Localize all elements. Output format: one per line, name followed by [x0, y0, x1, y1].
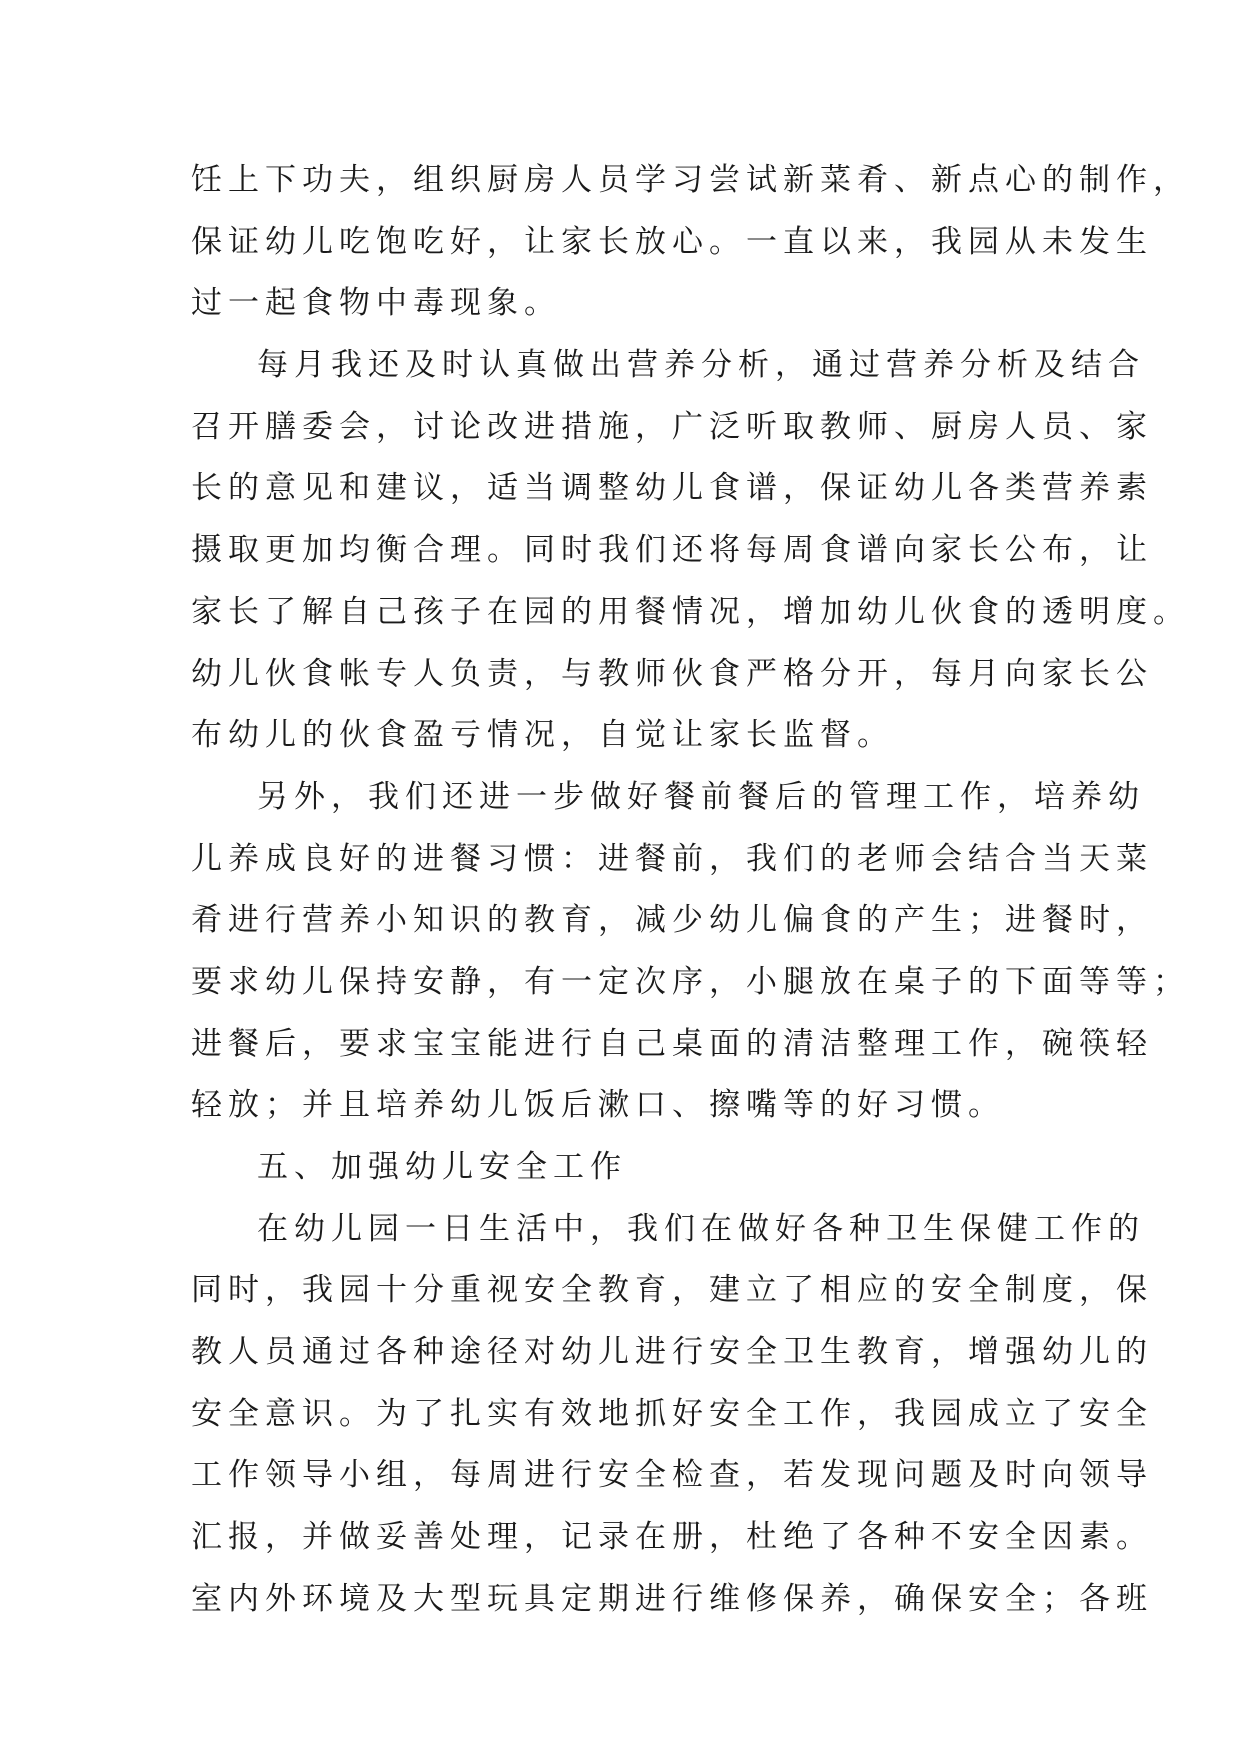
text-line: 教人员通过各种途径对幼儿进行安全卫生教育，增强幼儿的 — [191, 1334, 1153, 1371]
text-line: 家长了解自己孩子在园的用餐情况，增加幼儿伙食的透明度。 — [191, 593, 1190, 630]
text-line: 进餐后，要求宝宝能进行自己桌面的清洁整理工作，碗筷轻 — [191, 1025, 1153, 1062]
text-line: 同时，我园十分重视安全教育，建立了相应的安全制度，保 — [191, 1272, 1153, 1309]
text-line: 安全意识。为了扎实有效地抓好安全工作，我园成立了安全 — [191, 1395, 1153, 1432]
text-line: 摄取更加均衡合理。同时我们还将每周食谱向家长公布，让 — [191, 532, 1153, 569]
text-line: 保证幼儿吃饱吃好，让家长放心。一直以来，我园从未发生 — [191, 223, 1153, 260]
text-line: 儿养成良好的进餐习惯：进餐前，我们的老师会结合当天菜 — [191, 840, 1153, 877]
text-line: 布幼儿的伙食盈亏情况，自觉让家长监督。 — [191, 717, 894, 754]
text-line: 室内外环境及大型玩具定期进行维修保养，确保安全；各班 — [191, 1580, 1153, 1617]
body-text — [191, 150, 1190, 1631]
text-line: 召开膳委会，讨论改进措施，广泛听取教师、厨房人员、家 — [191, 408, 1153, 445]
text-line: 过一起食物中毒现象。 — [191, 285, 561, 322]
text-line: 汇报，并做妥善处理，记录在册，杜绝了各种不安全因素。 — [191, 1519, 1153, 1556]
text-line: 要求幼儿保持安静，有一定次序，小腿放在桌子的下面等等； — [191, 963, 1190, 1000]
paragraph-start-line: 另外，我们还进一步做好餐前餐后的管理工作，培养幼 — [257, 778, 1145, 815]
text-line: 长的意见和建议，适当调整幼儿食谱，保证幼儿各类营养素 — [191, 470, 1153, 507]
section-heading: 五、加强幼儿安全工作 — [257, 1149, 627, 1185]
text-line: 工作领导小组，每周进行安全检查，若发现问题及时向领导 — [191, 1457, 1153, 1494]
text-line: 饪上下功夫，组织厨房人员学习尝试新菜肴、新点心的制作， — [191, 162, 1190, 198]
text-line: 幼儿伙食帐专人负责，与教师伙食严格分开，每月向家长公 — [191, 655, 1153, 692]
paragraph-start-line: 在幼儿园一日生活中，我们在做好各种卫生保健工作的 — [257, 1210, 1145, 1247]
text-line: 轻放；并且培养幼儿饭后漱口、擦嘴等的好习惯。 — [191, 1087, 1005, 1124]
text-line: 肴进行营养小知识的教育，减少幼儿偏食的产生；进餐时， — [191, 902, 1153, 939]
paragraph-start-line: 每月我还及时认真做出营养分析，通过营养分析及结合 — [257, 347, 1145, 384]
